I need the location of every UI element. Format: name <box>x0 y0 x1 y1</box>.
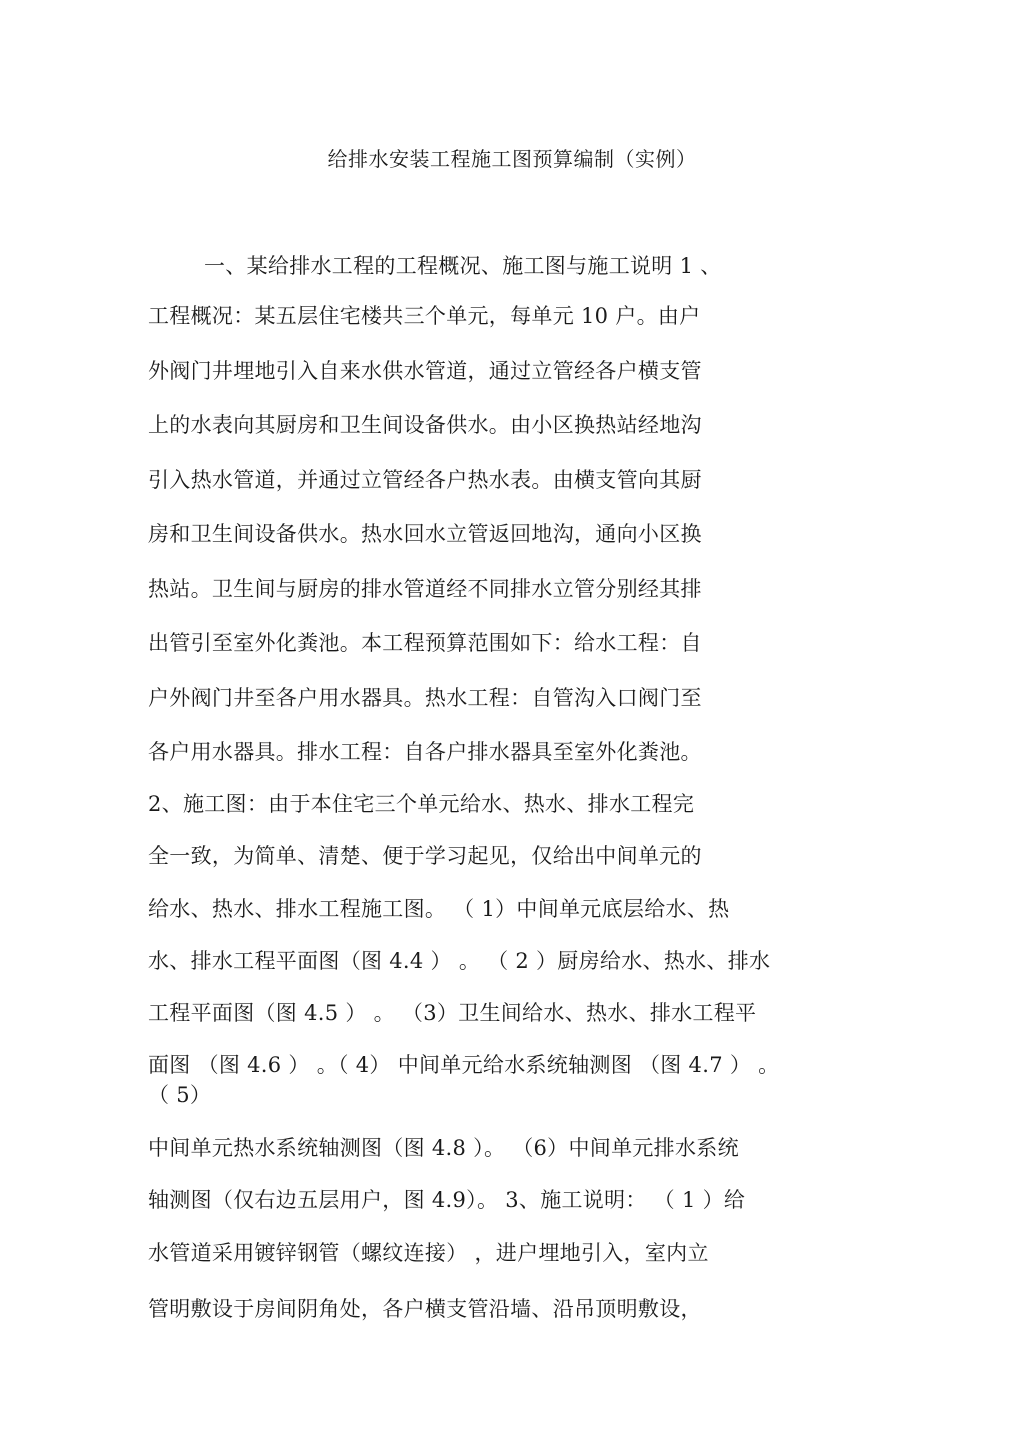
body-line: 出管引至室外化粪池。本工程预算范围如下：给水工程：自 <box>148 631 702 655</box>
body-line: 面图 （图 4.6 ） 。（ 4） 中间单元给水系统轴测图 （图 4.7 ） 。 <box>148 1053 780 1077</box>
body-line: 全一致，为简单、清楚、便于学习起见，仅给出中间单元的 <box>148 844 702 868</box>
body-line: 一、某给排水工程的工程概况、施工图与施工说明 1 、 <box>204 254 722 278</box>
body-line: 管明敷设于房间阴角处，各户横支管沿墙、沿吊顶明敷设， <box>148 1297 702 1321</box>
body-line: 2、施工图：由于本住宅三个单元给水、热水、排水工程完 <box>148 792 695 816</box>
body-line: 外阀门井埋地引入自来水供水管道，通过立管经各户横支管 <box>148 359 702 383</box>
body-line: 中间单元热水系统轴测图（图 4.8 ）。 （6）中间单元排水系统 <box>148 1136 739 1160</box>
body-line: 户外阀门井至各户用水器具。热水工程：自管沟入口阀门至 <box>148 686 702 710</box>
body-line: 轴测图（仅右边五层用户，图 4.9）。 3、施工说明： （ 1 ）给 <box>148 1188 746 1212</box>
body-line: （ 5） <box>148 1083 212 1107</box>
body-line: 水管道采用镀锌钢管（螺纹连接） ，进户埋地引入，室内立 <box>148 1241 709 1265</box>
document-title: 给排水安装工程施工图预算编制（实例） <box>327 147 697 171</box>
body-line: 水、排水工程平面图（图 4.4 ） 。 （ 2 ）厨房给水、热水、排水 <box>148 949 771 973</box>
body-line: 房和卫生间设备供水。热水回水立管返回地沟，通向小区换 <box>148 522 702 546</box>
body-line: 引入热水管道，并通过立管经各户热水表。由横支管向其厨 <box>148 468 702 492</box>
body-line: 上的水表向其厨房和卫生间设备供水。由小区换热站经地沟 <box>148 413 702 437</box>
body-line: 给水、热水、排水工程施工图。 （ 1）中间单元底层给水、热 <box>148 897 730 921</box>
body-line: 各户用水器具。排水工程：自各户排水器具至室外化粪池。 <box>148 740 702 764</box>
body-line: 工程概况：某五层住宅楼共三个单元，每单元 10 户。由户 <box>148 304 701 328</box>
body-line: 热站。卫生间与厨房的排水管道经不同排水立管分别经其排 <box>148 577 702 601</box>
body-line: 工程平面图（图 4.5 ） 。 （3）卫生间给水、热水、排水工程平 <box>148 1001 757 1025</box>
